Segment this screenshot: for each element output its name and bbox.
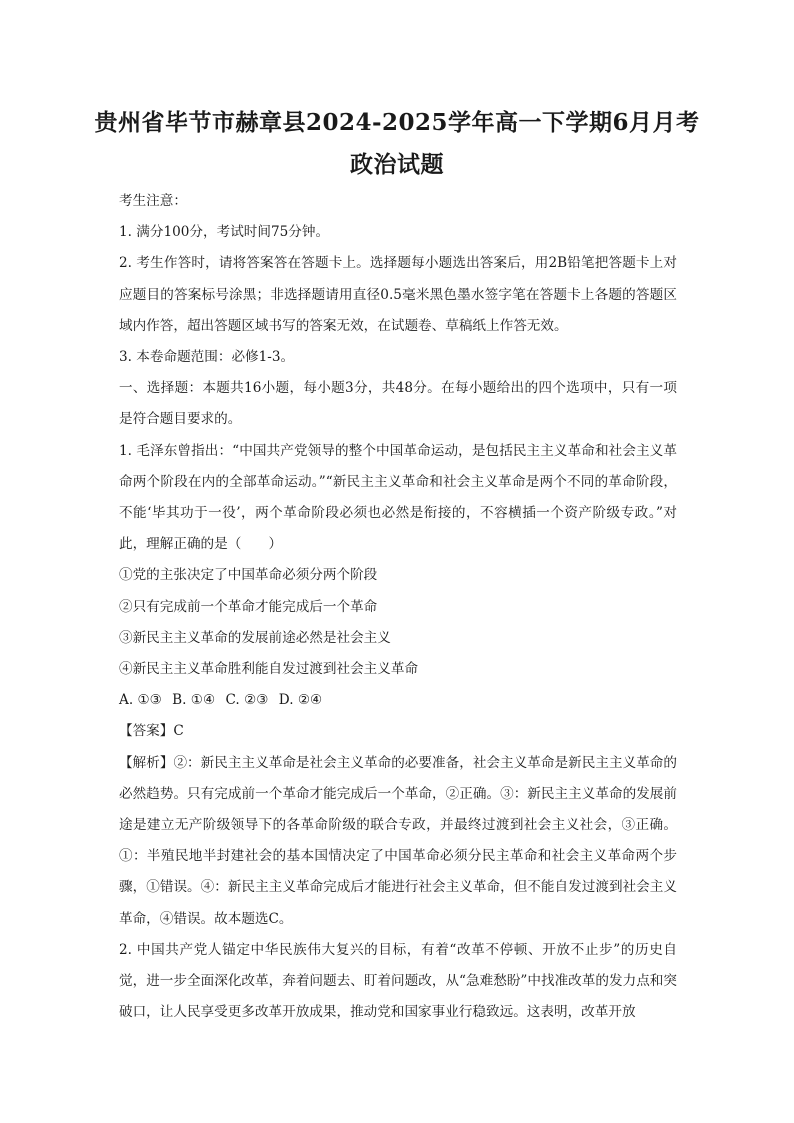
doc-body bbox=[119, 186, 677, 1028]
option-d: D. ②④ bbox=[278, 692, 323, 709]
notice-item-2: 2. 考生作答时，请将答案答在答题卡上。选择题每小题选出答案后，用2B铅笔把答题卡上对应题目的答案标号涂黑；非选择题请用直径0.5毫米黑色墨水签字笔在答题卡上各题的答题区域内作答，超出答题区域书写的答案无效，在试题卷、草稿纸上作答无效。 bbox=[119, 255, 677, 334]
question-1-statement-4: ④新民主主义革命胜利能自发过渡到社会主义革命 bbox=[119, 661, 419, 678]
notice-item-3: 3. 本卷命题范围：必修1-3。 bbox=[119, 349, 295, 366]
question-1-options bbox=[119, 685, 677, 716]
option-a: A. ①③ bbox=[119, 692, 162, 709]
doc-title-line1: 贵州省毕节市赫章县2024-2025学年高一下学期6月月考 bbox=[94, 109, 700, 136]
option-c: C. ②③ bbox=[225, 692, 269, 709]
doc-title-line2: 政治试题 bbox=[350, 151, 444, 178]
question-1-statement-1: ①党的主张决定了中国革命必须分两个阶段 bbox=[119, 567, 378, 584]
question-1-statement-3: ③新民主主义革命的发展前途必然是社会主义 bbox=[119, 629, 391, 646]
question-1-answer: 【答案】C bbox=[119, 723, 184, 740]
notice-item-1: 1. 满分100分，考试时间75分钟。 bbox=[119, 224, 330, 241]
question-1-analysis: 【解析】②：新民主主义革命是社会主义革命的必要准备，社会主义革命是新民主主义革命的必然趋势。只有完成前一个革命才能完成后一个革命，②正确。③：新民主主义革命的发展前途是建立无产阶级领导下的各革命阶级的联合专政，并最终过渡到社会主义社会，③正确。①：半殖民地半封建社会的基本国情决定了中国革命必须分民主革命和社会主义革命两个步骤，①错误。④：新民主主义革命完成后才能进行社会主义革命，但不能自发过渡到社会主义革命，④错误。故本题选C。 bbox=[119, 754, 677, 927]
section-heading: 一、选择题：本题共16小题，每小题3分，共48分。在每小题给出的四个选项中，只有一项是符合题目要求的。 bbox=[119, 380, 677, 428]
question-1-stem: 1. 毛泽东曾指出：“中国共产党领导的整个中国革命运动，是包括民主主义革命和社会主义革命两个阶段在内的全部革命运动。”“新民主主义革命和社会主义革命是两个不同的革命阶段，不能‘毕其功于一役’，两个革命阶段必须也必然是衔接的，不容横插一个资产阶级专政。”对此，理解正确的是（ ） bbox=[119, 442, 677, 553]
question-1-statement-2: ②只有完成前一个革命才能完成后一个革命 bbox=[119, 598, 378, 615]
option-b: B. ①④ bbox=[172, 692, 216, 709]
notice-heading: 考生注意： bbox=[119, 193, 187, 209]
question-2-stem: 2. 中国共产党人锚定中华民族伟大复兴的目标，有着“改革不停顿、开放不止步”的历史自觉，进一步全面深化改革，奔着问题去、盯着问题改，从“急难愁盼”中找准改革的发力点和突破口，让人民享受更多改革开放成果，推动党和国家事业行稳致远。这表明，改革开放 bbox=[119, 941, 677, 1021]
